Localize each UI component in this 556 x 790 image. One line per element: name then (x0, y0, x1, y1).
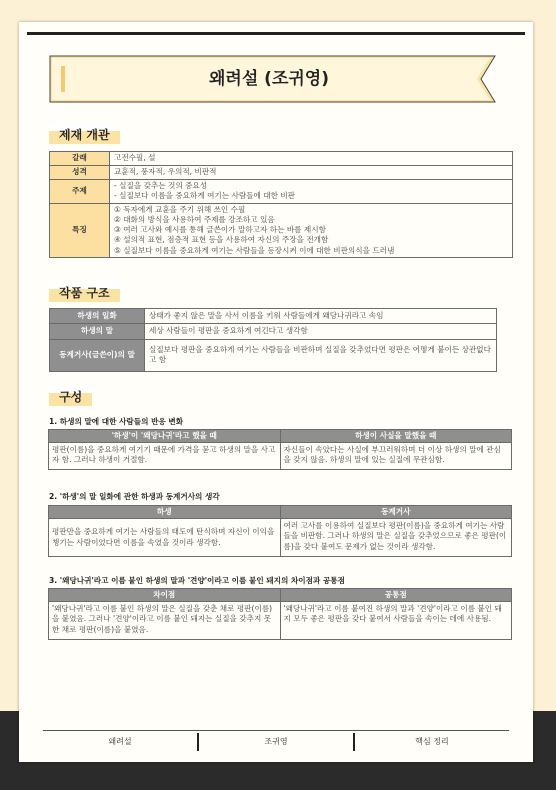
feature-line: ⑤ 실질보다 이름을 중요하게 여기는 사람들을 등장시켜 이에 대한 비판의식을 드러냄 (114, 245, 395, 255)
table-row (50, 152, 513, 166)
comparison-table (48, 429, 512, 470)
question-title: 2. '하생'의 말 일화에 관한 하생과 동계거사의 생각 (49, 492, 220, 501)
row-value: 상태가 좋지 않은 말을 사서 이름을 키워 사람들에게 왜당나귀라고 속임 (145, 309, 497, 324)
column-header: 차이점 (49, 589, 281, 602)
table-cell: 여러 고사를 이용하여 실질보다 평판(이름)을 중요하게 여기는 사람들을 비판함. 그러나 하생의 말은 실질을 갖추었으므로 좋은 평판(이름)을 갖다 붙여도 문제가 없는 것이라 생각함. (280, 519, 512, 557)
row-label: 특징 (50, 203, 110, 257)
column-header: 공통점 (280, 589, 512, 602)
table-header-row (49, 506, 512, 519)
structure-table (49, 308, 497, 372)
table-cell: 자신들이 속았다는 사실에 부끄러워하며 더 이상 하생의 말에 관심을 갖지 않음. 하생의 말에 있는 실질에 무관심함. (280, 443, 512, 470)
section-heading-overview: 제재 개관 (49, 124, 120, 144)
section-heading-composition: 구성 (49, 386, 92, 406)
table-row (50, 166, 513, 180)
comparison-table (48, 505, 512, 557)
row-value: 세상 사람들이 평판을 중요하게 여긴다고 생각함 (145, 324, 497, 339)
row-value (110, 180, 513, 204)
table-row (49, 443, 512, 470)
row-label: 주제 (50, 180, 110, 204)
table-row (49, 519, 512, 557)
table-row (50, 203, 513, 257)
column-header: 동계거사 (280, 506, 512, 519)
top-rule (27, 32, 525, 35)
footer-divider (43, 730, 509, 731)
column-header: '하생'이 '왜당나귀'라고 했을 때 (49, 430, 281, 443)
column-header: 하생 (49, 506, 281, 519)
table-row (49, 602, 512, 640)
theme-line: - 실질보다 이름을 중요하게 여기는 사람들에 대한 비판 (114, 191, 296, 201)
table-cell: '왜당나귀'라고 이름 붙인 하생의 말은 실질을 갖춘 채로 평판(이름)을 붙였음. 그러나 '견양'이라고 이름 붙인 돼지는 실질을 갖추지 못한 채로 평판(이름)을 붙였음. (49, 602, 281, 640)
footer-title: 왜려설 (108, 737, 132, 746)
table-header-row (49, 589, 512, 602)
title-banner (49, 55, 499, 103)
row-label: 성격 (50, 166, 110, 180)
section-heading-structure: 작품 구조 (49, 282, 120, 302)
overview-table (49, 151, 513, 258)
row-value: 실질보다 평판을 중요하게 여기는 사람들을 비판하며 실질을 갖추었다면 평판은 어떻게 붙이든 상관없다고 함 (145, 339, 497, 371)
table-row (50, 324, 497, 339)
row-label: 갈래 (50, 152, 110, 166)
page-title: 왜려설 (조귀영) (209, 69, 329, 89)
theme-line: - 실질을 갖추는 것의 중요성 (114, 181, 208, 190)
feature-line: ② 대화의 방식을 사용하여 주제를 강조하고 있음 (114, 214, 275, 224)
column-header: 하생이 사실을 말했을 때 (280, 430, 512, 443)
question-title: 1. 하생의 말에 대한 사람들의 반응 변화 (49, 417, 184, 426)
row-label: 동계거사(글쓴이)의 말 (50, 339, 145, 371)
table-row (50, 180, 513, 204)
row-value: 고전수필, 설 (110, 152, 513, 166)
row-value (110, 203, 513, 257)
row-label: 하생의 말 (50, 324, 145, 339)
row-label: 하생의 일화 (50, 309, 145, 324)
table-row (50, 309, 497, 324)
table-header-row (49, 430, 512, 443)
table-cell: 평판만을 중요하게 여기는 사람들의 태도에 탄식하며 자신이 이익을 챙기는 사람이었다면 이름을 속였을 것이라 생각함. (49, 519, 281, 557)
feature-line: ③ 여러 고사와 예시를 통해 글쓴이가 말하고자 하는 바를 제시함 (114, 225, 326, 234)
question-title: 3. '왜당나귀'라고 이름 붙인 하생의 말과 '견양'이라고 이름 붙인 돼지의 차이점과 공통점 (49, 576, 345, 585)
table-cell: 평판(이름)을 중요하게 여기기 때문에 가격을 묻고 하생의 말을 사고자 함. 그러나 하생이 거절함. (49, 443, 281, 470)
feature-line: ④ 설의적 표현, 점층적 표현 등을 사용하여 자신의 주장을 전개함 (114, 235, 329, 245)
comparison-table (48, 588, 512, 640)
document-page (19, 22, 533, 762)
feature-line: ① 독자에게 교훈을 주기 위해 쓰인 수필 (114, 204, 246, 214)
page-footer (43, 732, 509, 754)
table-cell: '왜당나귀'라고 이름 붙여진 하생의 말과 '견양'이라고 이름 붙인 돼지 모두 좋은 평판을 갖다 붙여서 사람들을 속이는 데에 사용됨. (280, 602, 512, 640)
footer-author: 조귀영 (264, 737, 288, 746)
table-row (50, 339, 497, 371)
footer-section: 핵심 정리 (415, 737, 449, 746)
row-value: 교훈적, 풍자적, 우의적, 비판적 (110, 166, 513, 180)
